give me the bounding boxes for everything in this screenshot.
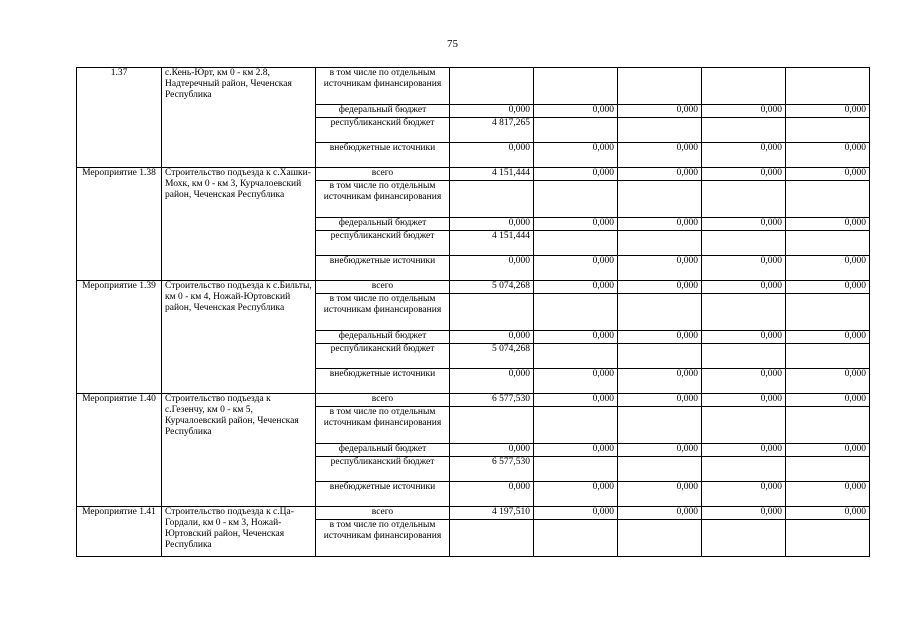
amount-cell: 0,000: [534, 482, 618, 507]
amount-cell: 0,000: [534, 331, 618, 344]
amount-cell: 0,000: [702, 256, 786, 281]
amount-cell: [534, 294, 618, 331]
amount-cell: 0,000: [618, 281, 702, 294]
funding-source: в том числе по отдельным источникам финансирования: [316, 294, 450, 331]
amount-cell: [618, 520, 702, 557]
measure-code: Мероприятие 1.40: [77, 394, 162, 507]
amount-cell: [618, 181, 702, 218]
amount-cell: 0,000: [534, 281, 618, 294]
funding-source: всего: [316, 507, 450, 520]
amount-cell: 5 074,268: [450, 344, 534, 369]
amount-cell: 0,000: [450, 444, 534, 457]
amount-cell: [702, 294, 786, 331]
amount-cell: 0,000: [702, 218, 786, 231]
amount-cell: [450, 68, 534, 105]
measure-name: с.Кень-Юрт, км 0 - км 2.8, Надтеречный район, Чеченская Республика: [162, 68, 316, 168]
amount-cell: 0,000: [702, 444, 786, 457]
amount-cell: [702, 68, 786, 105]
amount-cell: 0,000: [702, 281, 786, 294]
amount-cell: [618, 68, 702, 105]
amount-cell: 0,000: [618, 143, 702, 168]
amount-cell: [786, 294, 870, 331]
amount-cell: 0,000: [786, 394, 870, 407]
amount-cell: 0,000: [618, 218, 702, 231]
measure-name: Строительство подъезда к с.Ца-Гордали, км 0 - км 3, Ножай-Юртовский район, Чеченская Республика: [162, 507, 316, 557]
amount-cell: 0,000: [450, 105, 534, 118]
amount-cell: 0,000: [786, 369, 870, 394]
amount-cell: 0,000: [450, 143, 534, 168]
amount-cell: 0,000: [786, 482, 870, 507]
table-row: [77, 507, 870, 520]
measure-code: Мероприятие 1.39: [77, 281, 162, 394]
amount-cell: 0,000: [534, 369, 618, 394]
amount-cell: [618, 231, 702, 256]
amount-cell: 4 151,444: [450, 231, 534, 256]
amount-cell: 0,000: [534, 143, 618, 168]
amount-cell: [618, 407, 702, 444]
measure-code: 1.37: [77, 68, 162, 168]
measure-code: Мероприятие 1.41: [77, 507, 162, 557]
amount-cell: [534, 118, 618, 143]
funding-source: федеральный бюджет: [316, 444, 450, 457]
amount-cell: [450, 294, 534, 331]
amount-cell: 4 817,265: [450, 118, 534, 143]
measure-name: Строительство подъезда к с.Хашки-Мохк, км 0 - км 3, Курчалоевский район, Чеченская Республика: [162, 168, 316, 281]
amount-cell: 0,000: [786, 331, 870, 344]
amount-cell: 0,000: [786, 143, 870, 168]
amount-cell: 0,000: [702, 143, 786, 168]
funding-source: республиканский бюджет: [316, 231, 450, 256]
amount-cell: 0,000: [786, 168, 870, 181]
amount-cell: [786, 118, 870, 143]
budget-table: [76, 67, 870, 557]
amount-cell: 0,000: [618, 105, 702, 118]
funding-source: всего: [316, 281, 450, 294]
amount-cell: 4 151,444: [450, 168, 534, 181]
amount-cell: 0,000: [702, 394, 786, 407]
amount-cell: [702, 520, 786, 557]
amount-cell: 0,000: [450, 369, 534, 394]
table-row: [77, 394, 870, 407]
amount-cell: [702, 181, 786, 218]
amount-cell: [618, 344, 702, 369]
funding-source: в том числе по отдельным источникам финансирования: [316, 68, 450, 105]
amount-cell: 0,000: [534, 507, 618, 520]
amount-cell: [702, 344, 786, 369]
funding-source: в том числе по отдельным источникам финансирования: [316, 407, 450, 444]
amount-cell: 0,000: [702, 105, 786, 118]
amount-cell: 0,000: [702, 331, 786, 344]
funding-source: федеральный бюджет: [316, 218, 450, 231]
amount-cell: 4 197,510: [450, 507, 534, 520]
amount-cell: 0,000: [702, 507, 786, 520]
funding-source: федеральный бюджет: [316, 105, 450, 118]
amount-cell: [450, 520, 534, 557]
funding-source: в том числе по отдельным источникам финансирования: [316, 520, 450, 557]
funding-source: внебюджетные источники: [316, 256, 450, 281]
amount-cell: 0,000: [702, 369, 786, 394]
amount-cell: 5 074,268: [450, 281, 534, 294]
amount-cell: 0,000: [702, 482, 786, 507]
funding-source: внебюджетные источники: [316, 143, 450, 168]
amount-cell: 0,000: [786, 444, 870, 457]
funding-source: всего: [316, 394, 450, 407]
amount-cell: 0,000: [450, 331, 534, 344]
amount-cell: 0,000: [618, 168, 702, 181]
funding-source: республиканский бюджет: [316, 344, 450, 369]
amount-cell: 0,000: [618, 482, 702, 507]
table-row: [77, 68, 870, 105]
page-number: 75: [447, 38, 458, 50]
amount-cell: [786, 181, 870, 218]
amount-cell: 0,000: [702, 168, 786, 181]
amount-cell: [534, 407, 618, 444]
funding-source: всего: [316, 168, 450, 181]
amount-cell: [534, 344, 618, 369]
amount-cell: [450, 181, 534, 218]
amount-cell: [534, 457, 618, 482]
amount-cell: 0,000: [786, 218, 870, 231]
amount-cell: [534, 520, 618, 557]
amount-cell: [534, 231, 618, 256]
amount-cell: [702, 118, 786, 143]
amount-cell: [618, 118, 702, 143]
table-row: [77, 168, 870, 181]
amount-cell: [786, 344, 870, 369]
amount-cell: [702, 231, 786, 256]
amount-cell: 0,000: [786, 256, 870, 281]
amount-cell: 0,000: [618, 394, 702, 407]
amount-cell: 0,000: [618, 507, 702, 520]
amount-cell: [534, 68, 618, 105]
amount-cell: 0,000: [534, 444, 618, 457]
funding-source: в том числе по отдельным источникам финансирования: [316, 181, 450, 218]
amount-cell: 6 577,530: [450, 457, 534, 482]
measure-name: Строительство подъезда к с.Бильты, км 0 - км 4, Ножай-Юртовский район, Чеченская Республика: [162, 281, 316, 394]
amount-cell: [702, 457, 786, 482]
amount-cell: [786, 231, 870, 256]
amount-cell: 0,000: [618, 444, 702, 457]
amount-cell: 0,000: [534, 105, 618, 118]
amount-cell: [786, 457, 870, 482]
amount-cell: 0,000: [450, 256, 534, 281]
funding-source: республиканский бюджет: [316, 118, 450, 143]
amount-cell: [618, 294, 702, 331]
amount-cell: 0,000: [450, 482, 534, 507]
amount-cell: [786, 407, 870, 444]
table-row: [77, 281, 870, 294]
amount-cell: 0,000: [786, 507, 870, 520]
amount-cell: 0,000: [534, 394, 618, 407]
amount-cell: 0,000: [786, 281, 870, 294]
amount-cell: 0,000: [786, 105, 870, 118]
funding-source: внебюджетные источники: [316, 369, 450, 394]
amount-cell: 0,000: [534, 218, 618, 231]
amount-cell: 0,000: [450, 218, 534, 231]
amount-cell: 0,000: [618, 369, 702, 394]
funding-source: федеральный бюджет: [316, 331, 450, 344]
amount-cell: 6 577,530: [450, 394, 534, 407]
amount-cell: [786, 520, 870, 557]
amount-cell: [534, 181, 618, 218]
measure-code: Мероприятие 1.38: [77, 168, 162, 281]
amount-cell: 0,000: [618, 256, 702, 281]
amount-cell: 0,000: [534, 256, 618, 281]
measure-name: Строительство подъезда к с.Гезенчу, км 0 - км 5, Курчалоевский район, Чеченская Республика: [162, 394, 316, 507]
amount-cell: 0,000: [618, 331, 702, 344]
amount-cell: [702, 407, 786, 444]
amount-cell: 0,000: [534, 168, 618, 181]
amount-cell: [786, 68, 870, 105]
funding-source: республиканский бюджет: [316, 457, 450, 482]
table-body: [77, 68, 870, 557]
amount-cell: [618, 457, 702, 482]
amount-cell: [450, 407, 534, 444]
funding-source: внебюджетные источники: [316, 482, 450, 507]
